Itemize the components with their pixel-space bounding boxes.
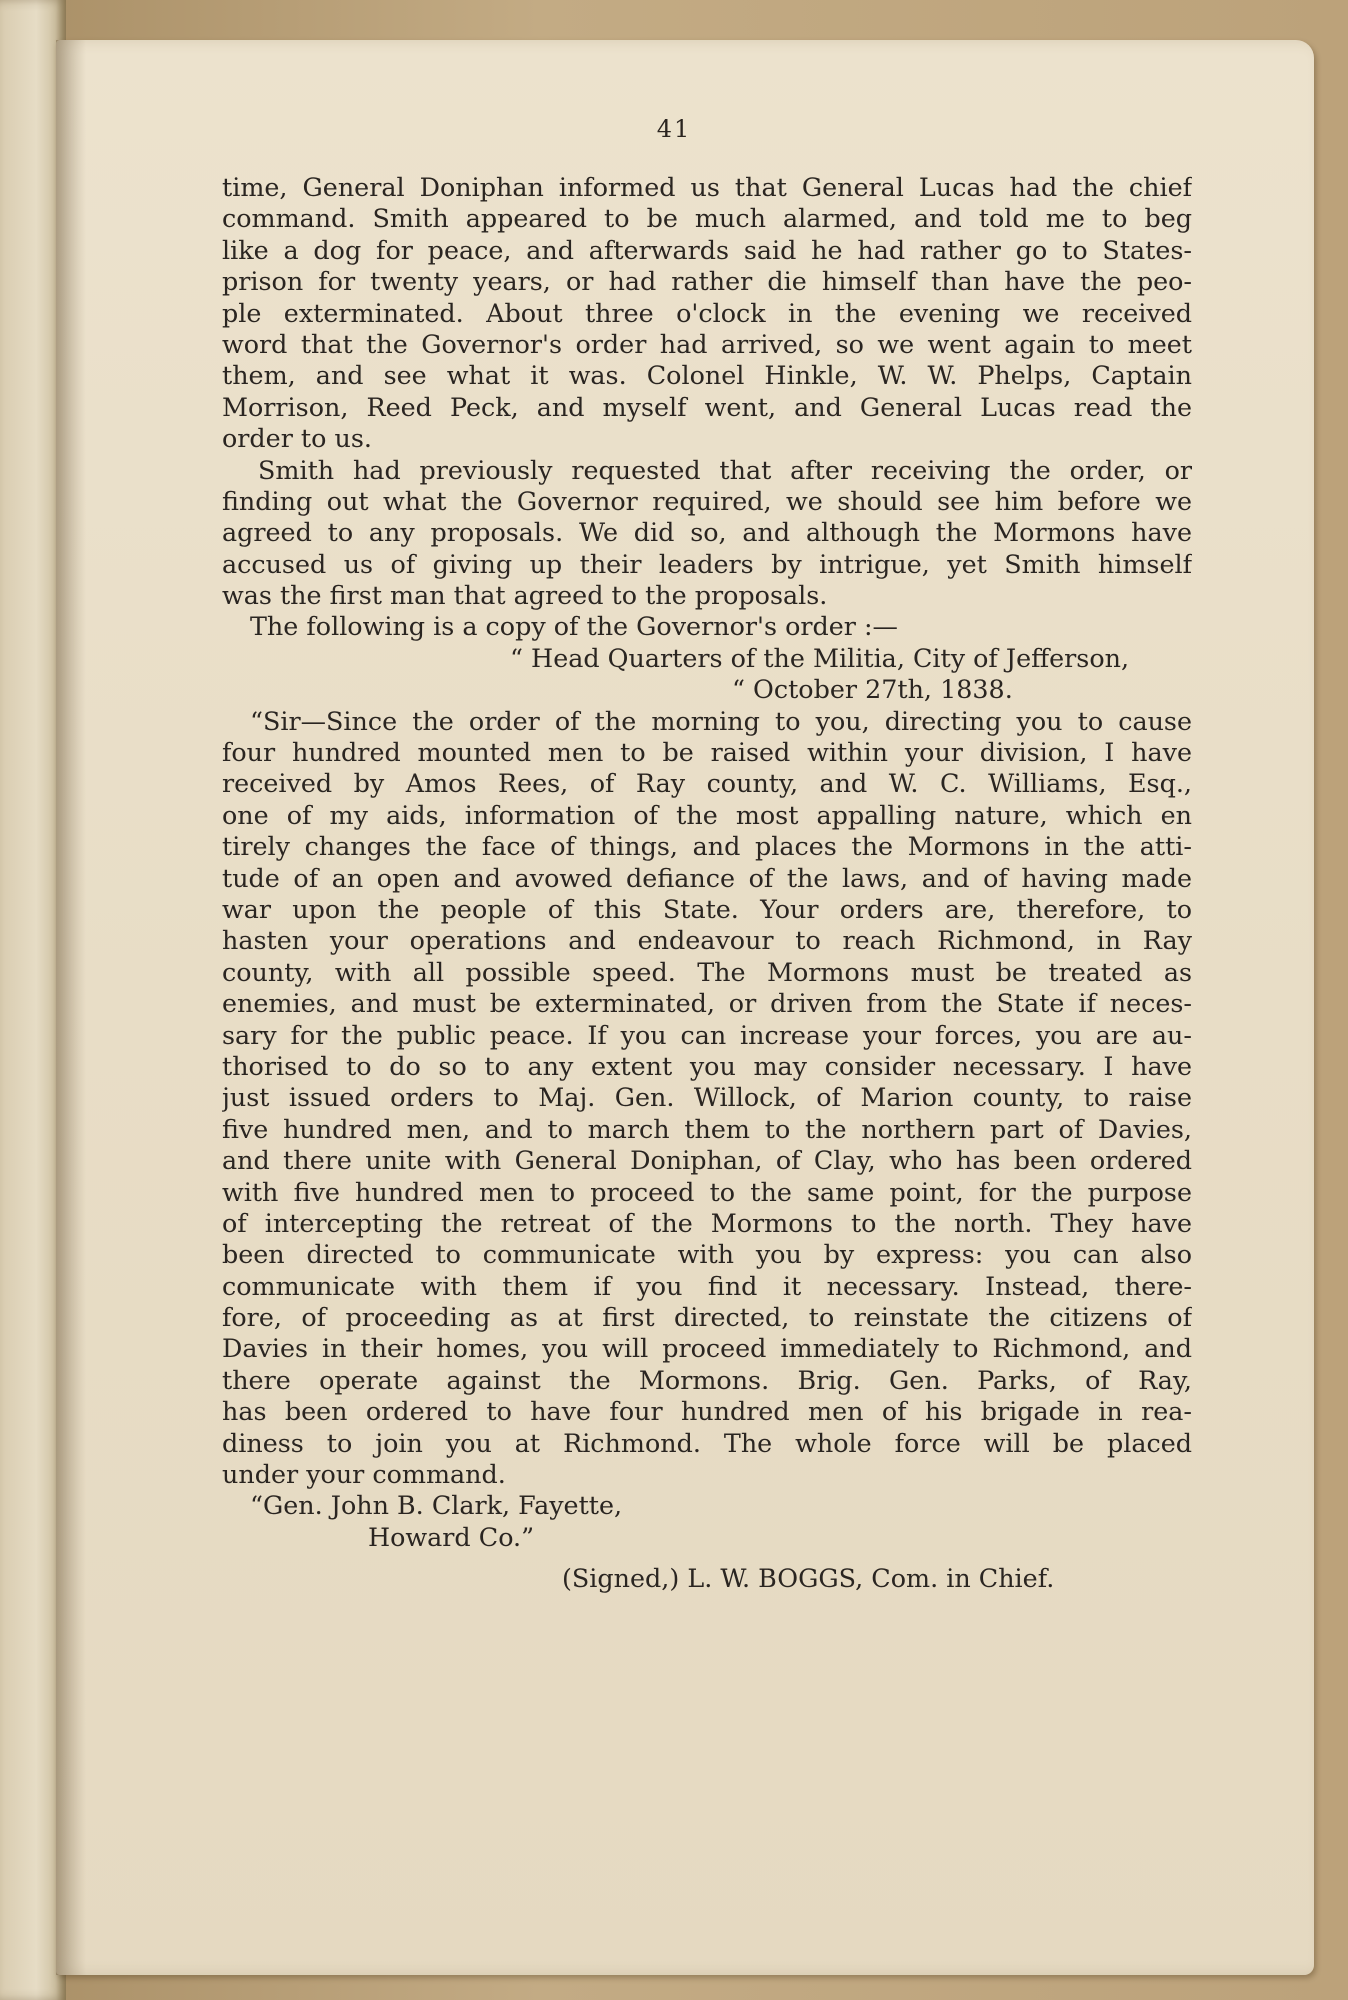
text-line: Howard Co.” (368, 1521, 535, 1552)
text-line: “Sir—Since the order of the morning to you, directing you to cause (250, 705, 1192, 736)
text-line: accused us of giving up their leaders by intrigue, yet Smith himself (222, 548, 1192, 579)
text-line: just issued orders to Maj. Gen. Willock, of Marion county, to raise (222, 1082, 1192, 1113)
text-line: of intercepting the retreat of the Mormons to the north. They have (222, 1207, 1192, 1238)
text-line: finding out what the Governor required, we should see him before we (222, 485, 1192, 516)
text-line: with five hundred men to proceed to the same point, for the purpose (222, 1176, 1192, 1207)
text-line: prison for twenty years, or had rather die himself than have the peo- (222, 266, 1192, 297)
text-line: order to us. (222, 423, 372, 454)
text-line: agreed to any proposals. We did so, and although the Mormons have (222, 517, 1192, 548)
text-line: war upon the people of this State. Your orders are, therefore, to (222, 893, 1192, 924)
text-line: been directed to communicate with you by express: you can also (222, 1239, 1192, 1270)
text-line: “ Head Quarters of the Militia, City of Jefferson, (510, 642, 1130, 673)
text-line: command. Smith appeared to be much alarmed, and told me to beg (222, 203, 1192, 234)
text-line: hasten your operations and endeavour to reach Richmond, in Ray (222, 925, 1192, 956)
text-line: The following is a copy of the Governor's order :— (250, 611, 898, 642)
text-line: fore, of proceeding as at first directed, to reinstate the citizens of (222, 1302, 1192, 1333)
text-line: five hundred men, and to march them to the northern part of Davies, (222, 1113, 1192, 1144)
text-line: word that the Governor's order had arrived, so we went again to meet (222, 328, 1192, 359)
text-line: four hundred mounted men to be raised within your division, I have (222, 737, 1192, 768)
text-line: time, General Doniphan informed us that General Lucas had the chief (222, 172, 1192, 202)
text-line: “Gen. John B. Clark, Fayette, (250, 1490, 623, 1521)
text-line: thorised to do so to any extent you may consider necessary. I have (222, 1050, 1192, 1081)
text-line: “ October 27th, 1838. (732, 674, 1013, 705)
text-line: and there unite with General Doniphan, of Clay, who has been ordered (222, 1145, 1192, 1176)
text-line: under your command. (222, 1459, 506, 1490)
text-line: ple exterminated. About three o'clock in the evening we received (222, 297, 1192, 328)
body-text (222, 172, 1192, 1595)
text-line: received by Amos Rees, of Ray county, and W. C. Williams, Esq., (222, 768, 1192, 799)
text-line: county, with all possible speed. The Mormons must be treated as (222, 956, 1192, 987)
text-line: diness to join you at Richmond. The whole force will be placed (222, 1427, 1192, 1458)
text-line: enemies, and must be exterminated, or driven from the State if neces- (222, 988, 1192, 1019)
text-line: Smith had previously requested that after receiving the order, or (258, 454, 1192, 485)
text-line: sary for the public peace. If you can increase your forces, you are au- (222, 1019, 1192, 1050)
text-line: them, and see what it was. Colonel Hinkle, W. W. Phelps, Captain (222, 360, 1192, 391)
text-line: Morrison, Reed Peck, and myself went, and General Lucas read the (222, 391, 1192, 422)
text-line: Davies in their homes, you will proceed immediately to Richmond, and (222, 1333, 1192, 1364)
text-line: (Signed,) L. W. BOGGS, Com. in Chief. (562, 1563, 1055, 1594)
text-line: one of my aids, information of the most appalling nature, which en (222, 799, 1192, 830)
text-line: there operate against the Mormons. Brig. Gen. Parks, of Ray, (222, 1364, 1192, 1395)
text-line: was the first man that agreed to the proposals. (222, 580, 828, 611)
text-line: communicate with them if you find it necessary. Instead, there- (222, 1270, 1192, 1301)
text-line: like a dog for peace, and afterwards said he had rather go to States- (222, 234, 1192, 265)
text-line: has been ordered to have four hundred men of his brigade in rea- (222, 1396, 1192, 1427)
text-line: tirely changes the face of things, and places the Mormons in the atti- (222, 831, 1192, 862)
page-number: 41 (656, 115, 692, 143)
text-line: tude of an open and avowed defiance of the laws, and of having made (222, 862, 1192, 893)
